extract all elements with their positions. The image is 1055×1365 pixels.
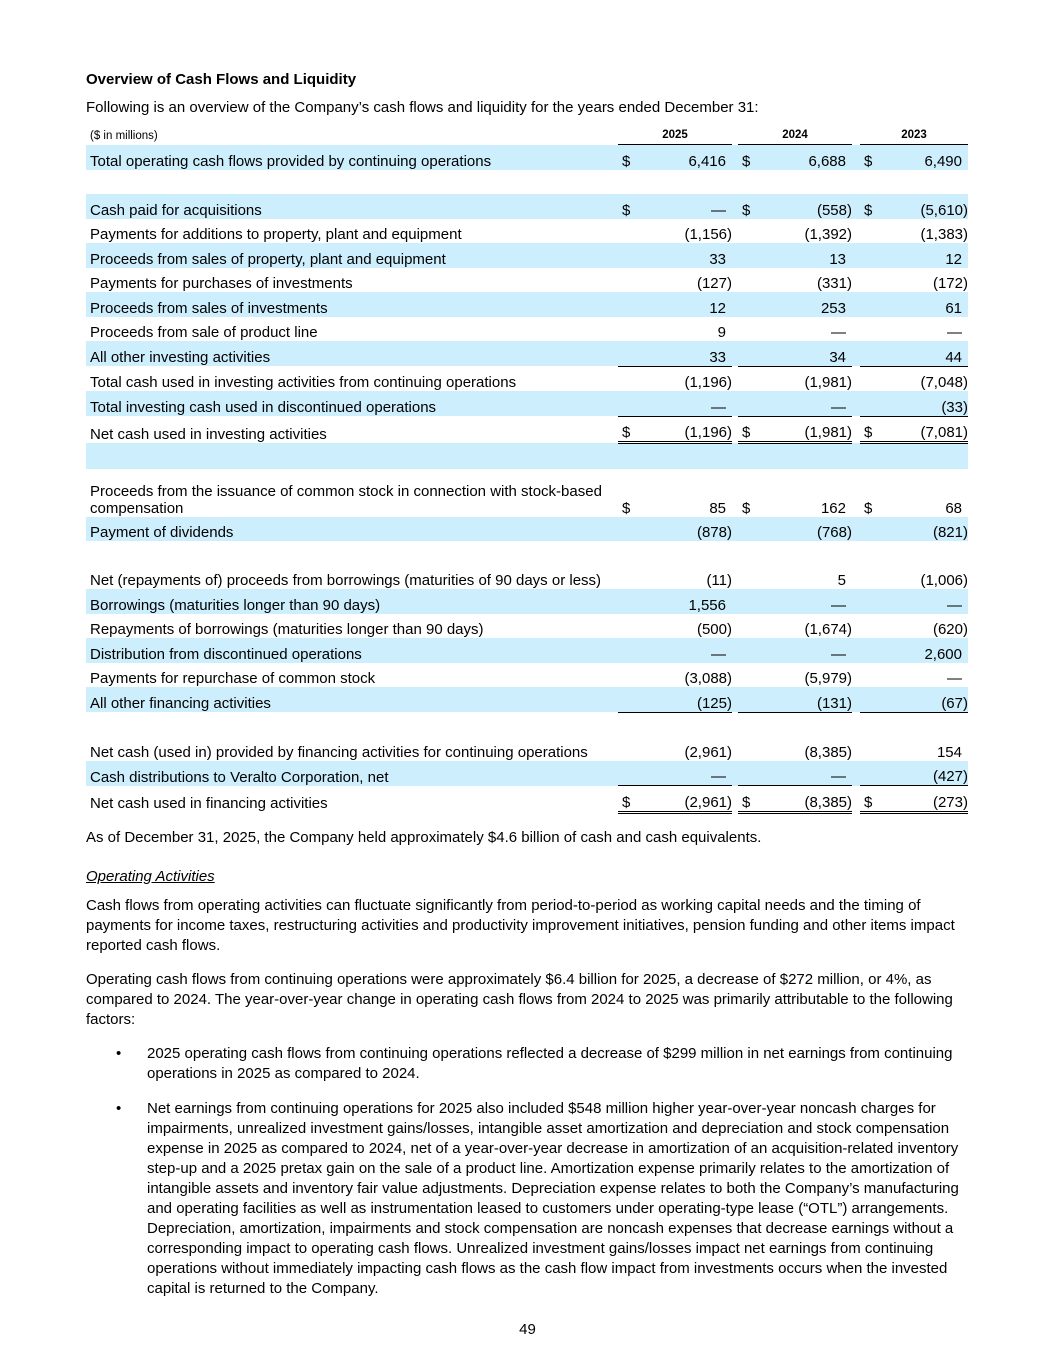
- value-cell: (172): [932, 275, 968, 292]
- table-row: [86, 317, 968, 342]
- table-row: [86, 687, 968, 712]
- currency-symbol: [860, 638, 872, 663]
- row-label: Cash distributions to Veralto Corporation, net: [86, 761, 618, 786]
- table-row: [86, 416, 968, 443]
- value-cell: —: [947, 324, 962, 341]
- row-label: Total investing cash used in discontinued operations: [86, 391, 618, 416]
- value-cell: [630, 170, 732, 195]
- currency-symbol: [618, 341, 630, 366]
- currency-symbol: [618, 638, 630, 663]
- currency-symbol: [860, 687, 872, 712]
- value-cell: —: [630, 761, 732, 786]
- currency-symbol: [860, 541, 872, 589]
- value-cell: (1,006): [920, 572, 968, 589]
- row-label: Cash paid for acquisitions: [86, 194, 618, 219]
- value-cell: (331): [816, 275, 852, 292]
- table-row: [86, 663, 968, 688]
- value-cell: (878): [630, 517, 732, 542]
- document-page: [86, 70, 968, 1299]
- unit-label: ($ in millions): [90, 129, 158, 142]
- value-cell: —: [750, 638, 852, 663]
- currency-symbol: [738, 391, 750, 416]
- currency-symbol: [618, 268, 630, 293]
- currency-symbol: [738, 366, 750, 391]
- table-row: [86, 786, 968, 813]
- currency-symbol: $: [860, 786, 872, 813]
- value-cell: 9: [717, 324, 726, 341]
- table-row: [86, 614, 968, 639]
- currency-symbol: [860, 292, 872, 317]
- currency-symbol: [738, 687, 750, 712]
- currency-symbol: [860, 391, 872, 416]
- paragraph-1: Cash flows from operating activities can fluctuate significantly from period-to-period as working capital needs and the timing of payments for income taxes, restructuring activities and productivity improvement initiatives, pension funding and other items impact reported cash flows.: [86, 896, 955, 954]
- currency-symbol: [738, 761, 750, 786]
- row-label: Proceeds from sales of investments: [86, 292, 618, 317]
- currency-symbol: [618, 243, 630, 268]
- value-cell: (7,081): [872, 416, 968, 443]
- value-cell: (2,961): [630, 786, 732, 813]
- page-number: 49: [519, 1321, 536, 1338]
- currency-symbol: [738, 589, 750, 614]
- value-cell: [630, 443, 732, 469]
- row-label: Net (repayments of) proceeds from borrowings (maturities of 90 days or less): [90, 572, 602, 589]
- currency-symbol: [860, 663, 872, 688]
- value-cell: (1,383): [920, 226, 968, 243]
- currency-symbol: $: [738, 786, 750, 813]
- row-label: Proceeds from the issuance of common stock in connection with stock-based compensation: [90, 482, 602, 517]
- table-row: [86, 219, 968, 244]
- currency-symbol: [738, 712, 750, 761]
- value-cell: (1,196): [630, 366, 732, 391]
- value-cell: 6,490: [872, 145, 968, 170]
- currency-symbol: [860, 761, 872, 786]
- currency-symbol: [860, 341, 872, 366]
- currency-symbol: [738, 517, 750, 542]
- currency-symbol: [860, 317, 872, 342]
- currency-symbol: [618, 589, 630, 614]
- value-cell: 85: [709, 499, 726, 517]
- value-cell: (1,981): [750, 366, 852, 391]
- row-label: Payments for repurchase of common stock: [90, 670, 376, 687]
- value-cell: (1,674): [804, 621, 852, 638]
- value-cell: (1,392): [804, 226, 852, 243]
- currency-symbol: [618, 443, 630, 469]
- value-cell: 154: [872, 712, 968, 761]
- currency-symbol: [618, 391, 630, 416]
- value-cell: 33: [630, 341, 732, 366]
- table-row: [86, 194, 968, 219]
- currency-symbol: [618, 712, 630, 761]
- value-cell: (768): [750, 517, 852, 542]
- cash-note: As of December 31, 2025, the Company held approximately $4.6 billion of cash and cash equivalents.: [86, 828, 762, 846]
- row-label: Payment of dividends: [86, 517, 618, 542]
- currency-symbol: [618, 614, 630, 639]
- value-cell: (558): [750, 194, 852, 219]
- currency-symbol: $: [860, 194, 872, 219]
- table-row: [86, 443, 968, 469]
- currency-symbol: [618, 219, 630, 244]
- list-item: • Net earnings from continuing operations for 2025 also included $548 million higher year-over-year noncash charges for impairments, unrealized investment gains/losses, intangible asset amortization and depreciation and stock compensation expense in 2025 as compared to 2024, net of a year-over-year decrease in amortization of an acquisition-related inventory step-up and a 2025 pretax gain on the sale of a product line. Amortization expense primarily relates to the amortization of intangible assets and inventory fair value adjustments. Depreciation expense relates to both the Company’s manufacturing and operating facilities as well as instrumentation leased to customers under operating-type lease (“OTL”) arrangements. Depreciation, amortization, impairments and stock compensation are noncash expenses that decrease earnings without a corresponding impact to operating cash flows. Unrealized investment gains/losses impact net earnings from continuing operations without immediately impacting cash flows as the cash flow impact from investments occurs when the invested capital is returned to the Company.: [116, 1099, 959, 1297]
- value-cell: (131): [750, 687, 852, 712]
- table-row: [86, 341, 968, 366]
- value-cell: 162: [820, 499, 846, 517]
- value-cell: [872, 443, 968, 469]
- value-cell: (1,156): [684, 226, 732, 243]
- currency-symbol: [860, 614, 872, 639]
- row-label: [86, 170, 618, 195]
- currency-symbol: [860, 170, 872, 195]
- row-label: Distribution from discontinued operations: [86, 638, 618, 663]
- value-cell: —: [750, 761, 852, 786]
- value-cell: (11): [706, 572, 732, 589]
- value-cell: [750, 443, 852, 469]
- table-row: [86, 589, 968, 614]
- value-cell: (8,385): [750, 786, 852, 813]
- currency-symbol: [618, 761, 630, 786]
- value-cell: (1,196): [630, 416, 732, 443]
- currency-symbol: $: [622, 499, 631, 517]
- table-row: [86, 145, 968, 170]
- currency-symbol: $: [738, 145, 750, 170]
- table-row: [86, 712, 968, 761]
- row-label: Payments for additions to property, plant and equipment: [90, 226, 462, 243]
- value-cell: 61: [872, 292, 968, 317]
- currency-symbol: [738, 243, 750, 268]
- value-cell: 44: [872, 341, 968, 366]
- value-cell: (7,048): [872, 366, 968, 391]
- value-cell: [750, 170, 852, 195]
- table-row: [86, 761, 968, 786]
- factor-list: [86, 1044, 968, 1299]
- row-label: All other financing activities: [86, 687, 618, 712]
- value-cell: 6,688: [750, 145, 852, 170]
- value-cell: —: [831, 324, 846, 341]
- value-cell: 5: [837, 572, 846, 589]
- value-cell: —: [750, 391, 852, 416]
- row-label: Proceeds from sales of property, plant and equipment: [86, 243, 618, 268]
- currency-symbol: [738, 317, 750, 342]
- section-heading: Overview of Cash Flows and Liquidity: [86, 71, 357, 88]
- currency-symbol: [860, 243, 872, 268]
- row-label: Borrowings (maturities longer than 90 days): [86, 589, 618, 614]
- row-label: Proceeds from sale of product line: [90, 324, 318, 341]
- table-row: [86, 366, 968, 391]
- value-cell: 68: [945, 499, 962, 517]
- currency-symbol: [860, 366, 872, 391]
- value-cell: 12: [872, 243, 968, 268]
- value-cell: 1,556: [630, 589, 732, 614]
- currency-symbol: [738, 663, 750, 688]
- currency-symbol: [618, 687, 630, 712]
- currency-symbol: $: [864, 499, 873, 517]
- value-cell: (821): [872, 517, 968, 542]
- value-cell: (5,979): [804, 670, 852, 687]
- value-cell: (125): [630, 687, 732, 712]
- row-label: Net cash used in financing activities: [90, 795, 328, 812]
- currency-symbol: [860, 712, 872, 761]
- currency-symbol: [738, 638, 750, 663]
- value-cell: (8,385): [750, 712, 852, 761]
- currency-symbol: [860, 589, 872, 614]
- value-cell: —: [947, 670, 962, 687]
- table-row: [86, 638, 968, 663]
- table-header-row: [86, 126, 968, 145]
- value-cell: (500): [696, 621, 732, 638]
- row-label: Net cash (used in) provided by financing activities for continuing operations: [90, 743, 588, 761]
- currency-symbol: $: [738, 416, 750, 443]
- value-cell: 253: [750, 292, 852, 317]
- value-cell: —: [630, 391, 732, 416]
- currency-symbol: [618, 170, 630, 195]
- table-row: [86, 292, 968, 317]
- table-row: [86, 268, 968, 293]
- year-header-2023: 2023: [860, 126, 968, 145]
- value-cell: 12: [630, 292, 732, 317]
- intro-text: Following is an overview of the Company’s cash flows and liquidity for the years ended December 31:: [86, 99, 759, 116]
- currency-symbol: $: [618, 194, 630, 219]
- value-cell: —: [872, 589, 968, 614]
- currency-symbol: $: [618, 416, 630, 443]
- cash-flow-table: [86, 126, 968, 814]
- value-cell: (5,610): [872, 194, 968, 219]
- value-cell: (273): [872, 786, 968, 813]
- row-label: Total operating cash flows provided by continuing operations: [86, 145, 618, 170]
- value-cell: 34: [750, 341, 852, 366]
- value-cell: (2,961): [630, 712, 732, 761]
- currency-symbol: $: [618, 145, 630, 170]
- table-row: [86, 469, 968, 517]
- currency-symbol: [738, 170, 750, 195]
- currency-symbol: [860, 219, 872, 244]
- row-label: Repayments of borrowings (maturities longer than 90 days): [90, 621, 484, 638]
- currency-symbol: [618, 366, 630, 391]
- year-header-2025: 2025: [618, 126, 732, 145]
- value-cell: (1,981): [750, 416, 852, 443]
- value-cell: (33): [872, 391, 968, 416]
- currency-symbol: $: [742, 499, 751, 517]
- currency-symbol: [738, 341, 750, 366]
- row-label: [86, 443, 618, 469]
- currency-symbol: [738, 292, 750, 317]
- value-cell: 2,600: [872, 638, 968, 663]
- currency-symbol: [618, 292, 630, 317]
- table-row: [86, 391, 968, 416]
- value-cell: (3,088): [684, 670, 732, 687]
- value-cell: (620): [932, 621, 968, 638]
- value-cell: (127): [696, 275, 732, 292]
- currency-symbol: [860, 443, 872, 469]
- row-label: Total cash used in investing activities from continuing operations: [90, 374, 517, 391]
- currency-symbol: [738, 614, 750, 639]
- currency-symbol: [618, 541, 630, 589]
- currency-symbol: [738, 219, 750, 244]
- value-cell: 33: [630, 243, 732, 268]
- table-row: [86, 243, 968, 268]
- row-label: All other investing activities: [86, 341, 618, 366]
- currency-symbol: $: [860, 416, 872, 443]
- currency-symbol: [860, 517, 872, 542]
- currency-symbol: $: [618, 786, 630, 813]
- currency-symbol: $: [860, 145, 872, 170]
- row-label: Net cash used in investing activities: [90, 425, 327, 443]
- currency-symbol: [618, 517, 630, 542]
- value-cell: 13: [750, 243, 852, 268]
- table-row: [86, 517, 968, 542]
- table-row: [86, 170, 968, 195]
- value-cell: —: [630, 194, 732, 219]
- currency-symbol: $: [738, 194, 750, 219]
- currency-symbol: [618, 317, 630, 342]
- value-cell: —: [750, 589, 852, 614]
- currency-symbol: [738, 443, 750, 469]
- paragraph-2: Operating cash flows from continuing operations were approximately $6.4 billion for 2025, a decrease of $272 million, or 4%, as compared to 2024. The year-over-year change in operating cash flows from 2024 to 2025 was primarily attributable to the following factors:: [86, 970, 953, 1028]
- operating-activities-heading: Operating Activities: [86, 867, 215, 885]
- list-item: • 2025 operating cash flows from continuing operations reflected a decrease of $299 million in net earnings from continuing operations in 2025 as compared to 2024.: [116, 1044, 953, 1082]
- currency-symbol: [618, 663, 630, 688]
- currency-symbol: [738, 541, 750, 589]
- value-cell: 6,416: [630, 145, 732, 170]
- currency-symbol: [860, 268, 872, 293]
- value-cell: [872, 170, 968, 195]
- year-header-2024: 2024: [738, 126, 852, 145]
- value-cell: (67): [872, 687, 968, 712]
- value-cell: (427): [872, 761, 968, 786]
- row-label: Payments for purchases of investments: [90, 275, 353, 292]
- table-row: [86, 541, 968, 589]
- value-cell: —: [630, 638, 732, 663]
- currency-symbol: [738, 268, 750, 293]
